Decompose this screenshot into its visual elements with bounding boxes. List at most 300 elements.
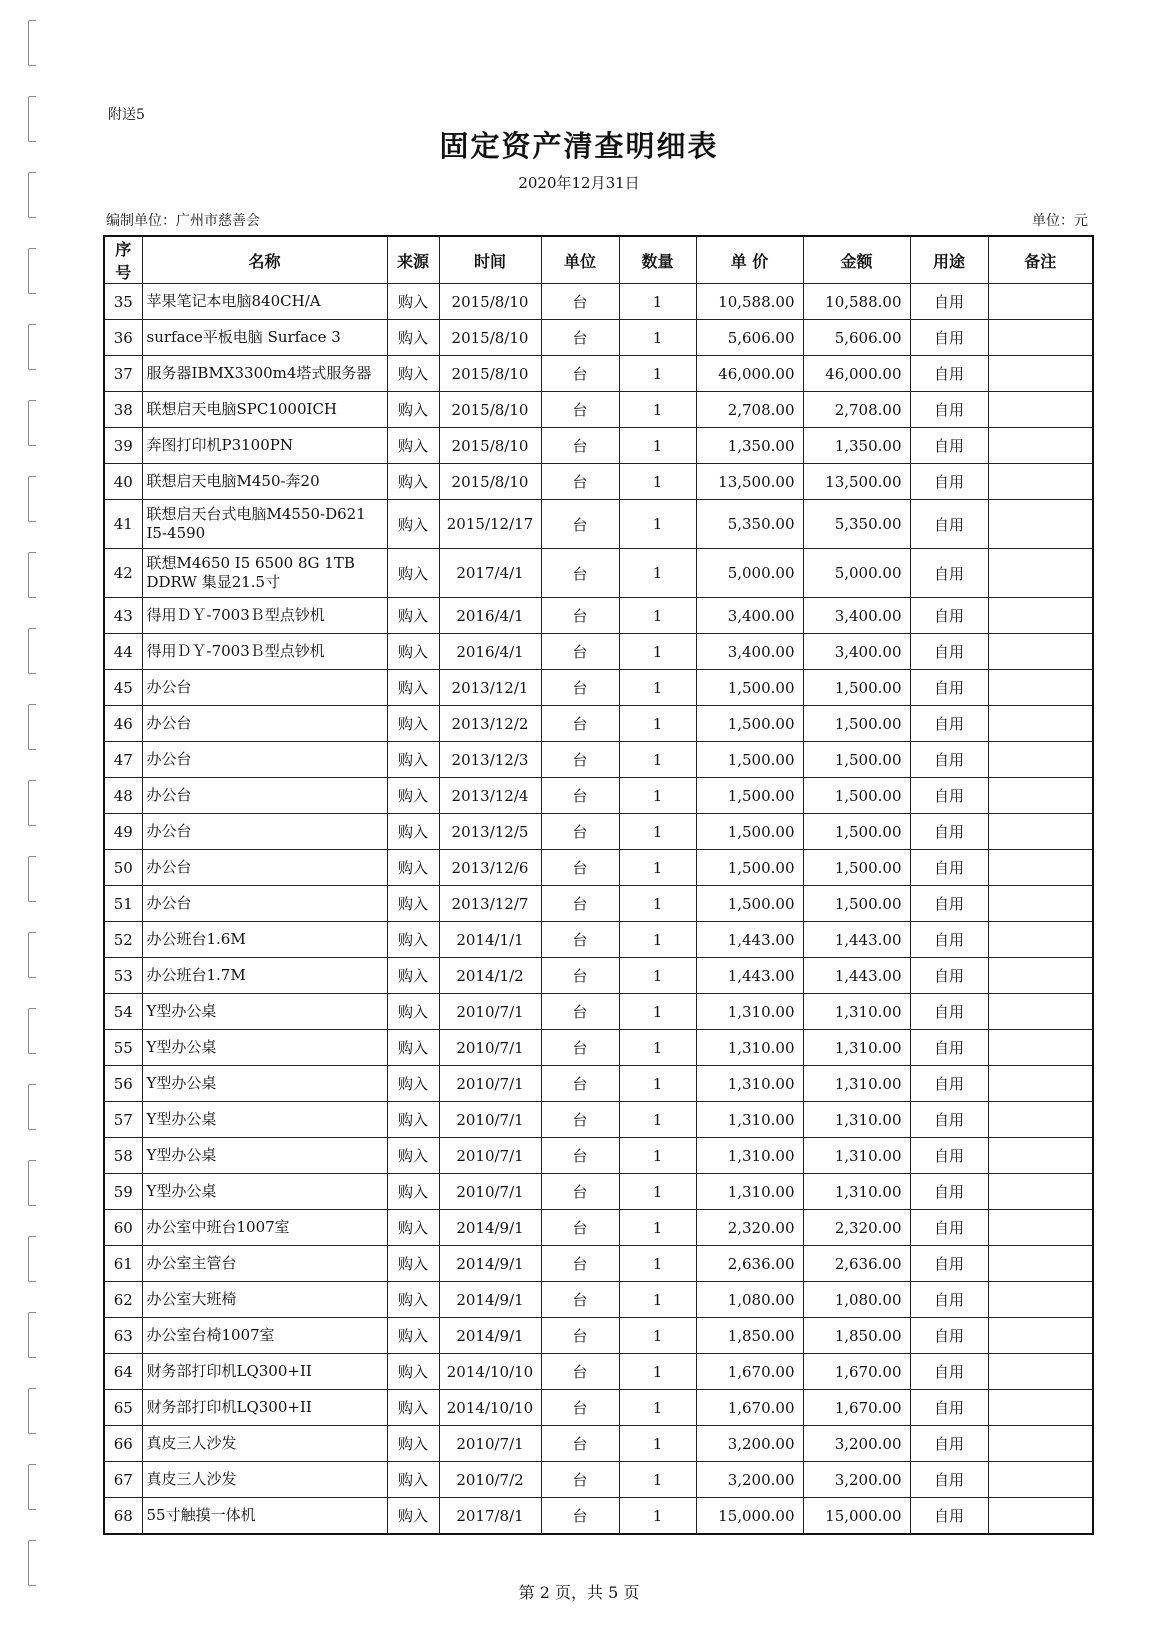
cell-amount: 1,310.00 <box>803 1066 910 1102</box>
cell-amount: 1,500.00 <box>803 814 910 850</box>
table-row <box>104 428 1093 464</box>
cell-remarks <box>988 1246 1093 1282</box>
cell-source: 购入 <box>387 634 439 670</box>
cell-no: 62 <box>104 1282 142 1318</box>
cell-remarks <box>988 1498 1093 1535</box>
cell-unit: 台 <box>541 922 619 958</box>
cell-name: 联想启天电脑M450-奔20 <box>142 464 387 500</box>
cell-date: 2010/7/1 <box>439 1030 541 1066</box>
table-row <box>104 634 1093 670</box>
cell-remarks <box>988 464 1093 500</box>
cell-usage: 自用 <box>910 1390 988 1426</box>
cell-no: 60 <box>104 1210 142 1246</box>
header-amount: 金额 <box>803 236 910 284</box>
cell-remarks <box>988 1030 1093 1066</box>
cell-date: 2016/4/1 <box>439 634 541 670</box>
cell-quantity: 1 <box>619 1282 696 1318</box>
table-row <box>104 706 1093 742</box>
cell-name: Y型办公桌 <box>142 1030 387 1066</box>
cell-remarks <box>988 1282 1093 1318</box>
table-row <box>104 284 1093 320</box>
cell-remarks <box>988 1426 1093 1462</box>
cell-date: 2013/12/4 <box>439 778 541 814</box>
cell-remarks <box>988 1174 1093 1210</box>
cell-unit: 台 <box>541 814 619 850</box>
cell-source: 购入 <box>387 284 439 320</box>
cell-unit: 台 <box>541 1462 619 1498</box>
binding-mark <box>28 324 36 370</box>
cell-unit-price: 1,310.00 <box>696 1138 803 1174</box>
cell-usage: 自用 <box>910 1282 988 1318</box>
cell-unit-price: 15,000.00 <box>696 1498 803 1535</box>
cell-amount: 2,708.00 <box>803 392 910 428</box>
cell-source: 购入 <box>387 549 439 598</box>
cell-date: 2013/12/7 <box>439 886 541 922</box>
cell-unit-price: 1,850.00 <box>696 1318 803 1354</box>
cell-no: 65 <box>104 1390 142 1426</box>
cell-quantity: 1 <box>619 958 696 994</box>
cell-quantity: 1 <box>619 1390 696 1426</box>
cell-date: 2014/9/1 <box>439 1210 541 1246</box>
cell-no: 55 <box>104 1030 142 1066</box>
cell-remarks <box>988 500 1093 549</box>
cell-quantity: 1 <box>619 598 696 634</box>
cell-amount: 5,350.00 <box>803 500 910 549</box>
table-row <box>104 994 1093 1030</box>
cell-name: 真皮三人沙发 <box>142 1462 387 1498</box>
cell-name: Y型办公桌 <box>142 1102 387 1138</box>
cell-usage: 自用 <box>910 922 988 958</box>
attachment-label: 附送5 <box>108 107 145 123</box>
cell-source: 购入 <box>387 598 439 634</box>
cell-remarks <box>988 670 1093 706</box>
cell-date: 2017/8/1 <box>439 1498 541 1535</box>
table-row <box>104 778 1093 814</box>
table-row <box>104 1426 1093 1462</box>
cell-unit-price: 1,670.00 <box>696 1354 803 1390</box>
cell-unit-price: 5,350.00 <box>696 500 803 549</box>
cell-quantity: 1 <box>619 742 696 778</box>
cell-source: 购入 <box>387 1030 439 1066</box>
cell-name: 得用ＤＹ-7003Ｂ型点钞机 <box>142 598 387 634</box>
cell-unit: 台 <box>541 549 619 598</box>
cell-date: 2013/12/2 <box>439 706 541 742</box>
cell-date: 2014/1/1 <box>439 922 541 958</box>
cell-usage: 自用 <box>910 670 988 706</box>
cell-quantity: 1 <box>619 706 696 742</box>
binding-mark <box>28 1388 36 1434</box>
cell-quantity: 1 <box>619 1138 696 1174</box>
organization-label: 编制单位：广州市慈善会 <box>106 213 260 229</box>
header-name: 名称 <box>142 236 387 284</box>
cell-remarks <box>988 356 1093 392</box>
cell-name: surface平板电脑 Surface 3 <box>142 320 387 356</box>
cell-amount: 1,310.00 <box>803 994 910 1030</box>
table-row <box>104 1102 1093 1138</box>
cell-usage: 自用 <box>910 994 988 1030</box>
cell-source: 购入 <box>387 1066 439 1102</box>
cell-amount: 5,606.00 <box>803 320 910 356</box>
table-row <box>104 1066 1093 1102</box>
cell-usage: 自用 <box>910 1318 988 1354</box>
table-row <box>104 886 1093 922</box>
cell-usage: 自用 <box>910 1210 988 1246</box>
cell-no: 37 <box>104 356 142 392</box>
binding-mark <box>28 1312 36 1358</box>
cell-quantity: 1 <box>619 1462 696 1498</box>
cell-remarks <box>988 392 1093 428</box>
cell-name: 办公室台椅1007室 <box>142 1318 387 1354</box>
cell-date: 2015/8/10 <box>439 464 541 500</box>
cell-unit: 台 <box>541 778 619 814</box>
cell-unit: 台 <box>541 1066 619 1102</box>
cell-date: 2010/7/1 <box>439 1174 541 1210</box>
cell-source: 购入 <box>387 778 439 814</box>
cell-date: 2015/8/10 <box>439 284 541 320</box>
currency-unit-label: 单位：元 <box>1032 213 1088 229</box>
cell-date: 2015/8/10 <box>439 320 541 356</box>
cell-remarks <box>988 742 1093 778</box>
cell-usage: 自用 <box>910 392 988 428</box>
cell-no: 57 <box>104 1102 142 1138</box>
cell-usage: 自用 <box>910 1246 988 1282</box>
cell-name: Y型办公桌 <box>142 1066 387 1102</box>
cell-remarks <box>988 1462 1093 1498</box>
cell-date: 2014/9/1 <box>439 1246 541 1282</box>
cell-quantity: 1 <box>619 1174 696 1210</box>
cell-usage: 自用 <box>910 850 988 886</box>
cell-no: 46 <box>104 706 142 742</box>
cell-amount: 1,443.00 <box>803 922 910 958</box>
cell-date: 2014/9/1 <box>439 1318 541 1354</box>
cell-unit: 台 <box>541 356 619 392</box>
cell-no: 49 <box>104 814 142 850</box>
cell-amount: 1,670.00 <box>803 1390 910 1426</box>
cell-name: 联想M4650 I5 6500 8G 1TB DDRW 集显21.5寸 <box>142 549 387 598</box>
cell-amount: 13,500.00 <box>803 464 910 500</box>
table-row <box>104 500 1093 549</box>
cell-remarks <box>988 886 1093 922</box>
header-unit: 单位 <box>541 236 619 284</box>
binding-mark <box>28 1160 36 1206</box>
table-row <box>104 670 1093 706</box>
cell-source: 购入 <box>387 1210 439 1246</box>
cell-unit: 台 <box>541 1138 619 1174</box>
cell-usage: 自用 <box>910 549 988 598</box>
cell-unit-price: 1,500.00 <box>696 886 803 922</box>
cell-name: 办公班台1.7M <box>142 958 387 994</box>
cell-no: 58 <box>104 1138 142 1174</box>
cell-remarks <box>988 284 1093 320</box>
cell-unit-price: 1,310.00 <box>696 1066 803 1102</box>
cell-quantity: 1 <box>619 1210 696 1246</box>
cell-quantity: 1 <box>619 1246 696 1282</box>
binding-mark <box>28 1236 36 1282</box>
header-date: 时间 <box>439 236 541 284</box>
cell-source: 购入 <box>387 886 439 922</box>
cell-date: 2013/12/5 <box>439 814 541 850</box>
cell-quantity: 1 <box>619 1066 696 1102</box>
cell-unit-price: 10,588.00 <box>696 284 803 320</box>
cell-quantity: 1 <box>619 634 696 670</box>
cell-source: 购入 <box>387 994 439 1030</box>
cell-usage: 自用 <box>910 1462 988 1498</box>
cell-name: Y型办公桌 <box>142 994 387 1030</box>
cell-no: 54 <box>104 994 142 1030</box>
cell-unit: 台 <box>541 1318 619 1354</box>
header-no: 序号 <box>104 236 142 284</box>
cell-no: 64 <box>104 1354 142 1390</box>
cell-usage: 自用 <box>910 428 988 464</box>
cell-source: 购入 <box>387 742 439 778</box>
cell-no: 50 <box>104 850 142 886</box>
cell-usage: 自用 <box>910 1174 988 1210</box>
cell-unit: 台 <box>541 1426 619 1462</box>
cell-name: Y型办公桌 <box>142 1174 387 1210</box>
cell-unit-price: 1,500.00 <box>696 850 803 886</box>
cell-amount: 2,636.00 <box>803 1246 910 1282</box>
table-row <box>104 1498 1093 1535</box>
cell-usage: 自用 <box>910 500 988 549</box>
cell-amount: 2,320.00 <box>803 1210 910 1246</box>
cell-unit: 台 <box>541 320 619 356</box>
cell-date: 2013/12/6 <box>439 850 541 886</box>
cell-no: 38 <box>104 392 142 428</box>
cell-no: 56 <box>104 1066 142 1102</box>
cell-usage: 自用 <box>910 356 988 392</box>
cell-no: 59 <box>104 1174 142 1210</box>
cell-quantity: 1 <box>619 284 696 320</box>
cell-remarks <box>988 778 1093 814</box>
cell-date: 2017/4/1 <box>439 549 541 598</box>
cell-unit: 台 <box>541 1498 619 1535</box>
cell-remarks <box>988 1354 1093 1390</box>
cell-unit: 台 <box>541 742 619 778</box>
cell-no: 39 <box>104 428 142 464</box>
cell-unit-price: 1,500.00 <box>696 670 803 706</box>
cell-unit: 台 <box>541 994 619 1030</box>
cell-no: 43 <box>104 598 142 634</box>
cell-name: 办公台 <box>142 814 387 850</box>
cell-unit: 台 <box>541 1282 619 1318</box>
cell-unit-price: 3,400.00 <box>696 598 803 634</box>
cell-unit: 台 <box>541 850 619 886</box>
cell-source: 购入 <box>387 356 439 392</box>
cell-unit-price: 5,000.00 <box>696 549 803 598</box>
cell-date: 2010/7/1 <box>439 1066 541 1102</box>
cell-date: 2010/7/1 <box>439 1426 541 1462</box>
cell-remarks <box>988 958 1093 994</box>
cell-unit-price: 2,636.00 <box>696 1246 803 1282</box>
cell-usage: 自用 <box>910 958 988 994</box>
cell-unit: 台 <box>541 1354 619 1390</box>
cell-remarks <box>988 706 1093 742</box>
cell-source: 购入 <box>387 850 439 886</box>
cell-no: 47 <box>104 742 142 778</box>
cell-date: 2014/1/2 <box>439 958 541 994</box>
table-row <box>104 850 1093 886</box>
cell-remarks <box>988 922 1093 958</box>
cell-no: 41 <box>104 500 142 549</box>
cell-name: 办公室主管台 <box>142 1246 387 1282</box>
cell-unit: 台 <box>541 634 619 670</box>
cell-no: 45 <box>104 670 142 706</box>
cell-name: 办公班台1.6M <box>142 922 387 958</box>
cell-unit-price: 1,310.00 <box>696 1174 803 1210</box>
cell-no: 40 <box>104 464 142 500</box>
table-row <box>104 1282 1093 1318</box>
cell-amount: 1,500.00 <box>803 778 910 814</box>
cell-remarks <box>988 1318 1093 1354</box>
cell-unit-price: 1,443.00 <box>696 922 803 958</box>
binding-mark <box>28 248 36 294</box>
cell-date: 2016/4/1 <box>439 598 541 634</box>
table-row <box>104 1138 1093 1174</box>
cell-name: 得用ＤＹ-7003Ｂ型点钞机 <box>142 634 387 670</box>
page-number: 第 2 页，共 5 页 <box>518 1583 640 1602</box>
cell-usage: 自用 <box>910 1138 988 1174</box>
cell-unit: 台 <box>541 886 619 922</box>
cell-quantity: 1 <box>619 778 696 814</box>
cell-unit-price: 3,400.00 <box>696 634 803 670</box>
cell-quantity: 1 <box>619 1426 696 1462</box>
cell-unit: 台 <box>541 1246 619 1282</box>
cell-unit-price: 1,350.00 <box>696 428 803 464</box>
table-row <box>104 549 1093 598</box>
cell-name: 办公台 <box>142 706 387 742</box>
cell-name: 办公台 <box>142 742 387 778</box>
cell-amount: 1,310.00 <box>803 1138 910 1174</box>
cell-unit: 台 <box>541 500 619 549</box>
cell-source: 购入 <box>387 922 439 958</box>
table-row <box>104 922 1093 958</box>
cell-source: 购入 <box>387 1282 439 1318</box>
cell-usage: 自用 <box>910 1102 988 1138</box>
cell-no: 52 <box>104 922 142 958</box>
cell-unit-price: 3,200.00 <box>696 1462 803 1498</box>
cell-amount: 1,500.00 <box>803 670 910 706</box>
cell-quantity: 1 <box>619 428 696 464</box>
cell-amount: 1,080.00 <box>803 1282 910 1318</box>
table-row <box>104 1462 1093 1498</box>
cell-remarks <box>988 549 1093 598</box>
cell-no: 67 <box>104 1462 142 1498</box>
cell-amount: 46,000.00 <box>803 356 910 392</box>
cell-no: 48 <box>104 778 142 814</box>
cell-amount: 10,588.00 <box>803 284 910 320</box>
cell-unit-price: 3,200.00 <box>696 1426 803 1462</box>
cell-date: 2015/8/10 <box>439 356 541 392</box>
cell-quantity: 1 <box>619 549 696 598</box>
table-row <box>104 1246 1093 1282</box>
cell-quantity: 1 <box>619 814 696 850</box>
cell-unit: 台 <box>541 706 619 742</box>
cell-amount: 3,200.00 <box>803 1426 910 1462</box>
binding-mark <box>28 704 36 750</box>
cell-name: 办公台 <box>142 886 387 922</box>
cell-quantity: 1 <box>619 500 696 549</box>
cell-unit-price: 1,500.00 <box>696 706 803 742</box>
cell-usage: 自用 <box>910 1030 988 1066</box>
page-title: 固定资产清查明细表 <box>439 129 719 163</box>
cell-unit: 台 <box>541 464 619 500</box>
cell-remarks <box>988 1390 1093 1426</box>
cell-no: 51 <box>104 886 142 922</box>
cell-amount: 1,500.00 <box>803 850 910 886</box>
cell-name: 财务部打印机LQ300+II <box>142 1354 387 1390</box>
table-row <box>104 1030 1093 1066</box>
binding-mark <box>28 1464 36 1510</box>
cell-remarks <box>988 1138 1093 1174</box>
cell-source: 购入 <box>387 706 439 742</box>
cell-source: 购入 <box>387 464 439 500</box>
cell-source: 购入 <box>387 392 439 428</box>
cell-name: Y型办公桌 <box>142 1138 387 1174</box>
binding-mark <box>28 932 36 978</box>
cell-name: 奔图打印机P3100PN <box>142 428 387 464</box>
table-row <box>104 1354 1093 1390</box>
cell-source: 购入 <box>387 1102 439 1138</box>
binding-marks <box>28 20 42 1620</box>
cell-amount: 1,443.00 <box>803 958 910 994</box>
cell-quantity: 1 <box>619 850 696 886</box>
cell-date: 2010/7/1 <box>439 1138 541 1174</box>
cell-name: 财务部打印机LQ300+II <box>142 1390 387 1426</box>
cell-remarks <box>988 994 1093 1030</box>
cell-amount: 3,200.00 <box>803 1462 910 1498</box>
binding-mark <box>28 780 36 826</box>
cell-date: 2014/10/10 <box>439 1390 541 1426</box>
cell-amount: 3,400.00 <box>803 598 910 634</box>
cell-unit: 台 <box>541 958 619 994</box>
cell-date: 2013/12/1 <box>439 670 541 706</box>
cell-unit-price: 2,708.00 <box>696 392 803 428</box>
cell-unit-price: 1,443.00 <box>696 958 803 994</box>
binding-mark <box>28 628 36 674</box>
cell-quantity: 1 <box>619 886 696 922</box>
table-row <box>104 392 1093 428</box>
cell-source: 购入 <box>387 814 439 850</box>
cell-no: 63 <box>104 1318 142 1354</box>
cell-source: 购入 <box>387 1138 439 1174</box>
cell-date: 2014/9/1 <box>439 1282 541 1318</box>
cell-remarks <box>988 1102 1093 1138</box>
cell-unit: 台 <box>541 1102 619 1138</box>
cell-unit-price: 46,000.00 <box>696 356 803 392</box>
cell-source: 购入 <box>387 670 439 706</box>
cell-amount: 15,000.00 <box>803 1498 910 1535</box>
table-row <box>104 464 1093 500</box>
cell-unit: 台 <box>541 598 619 634</box>
cell-quantity: 1 <box>619 392 696 428</box>
cell-remarks <box>988 1066 1093 1102</box>
table-row <box>104 1210 1093 1246</box>
cell-quantity: 1 <box>619 1318 696 1354</box>
cell-usage: 自用 <box>910 598 988 634</box>
cell-unit: 台 <box>541 1390 619 1426</box>
cell-usage: 自用 <box>910 742 988 778</box>
cell-unit: 台 <box>541 1030 619 1066</box>
cell-name: 办公室中班台1007室 <box>142 1210 387 1246</box>
cell-usage: 自用 <box>910 778 988 814</box>
table-row <box>104 598 1093 634</box>
table-row <box>104 814 1093 850</box>
table-row <box>104 1390 1093 1426</box>
cell-remarks <box>988 850 1093 886</box>
cell-remarks <box>988 1210 1093 1246</box>
cell-unit-price: 1,500.00 <box>696 814 803 850</box>
binding-mark <box>28 1084 36 1130</box>
